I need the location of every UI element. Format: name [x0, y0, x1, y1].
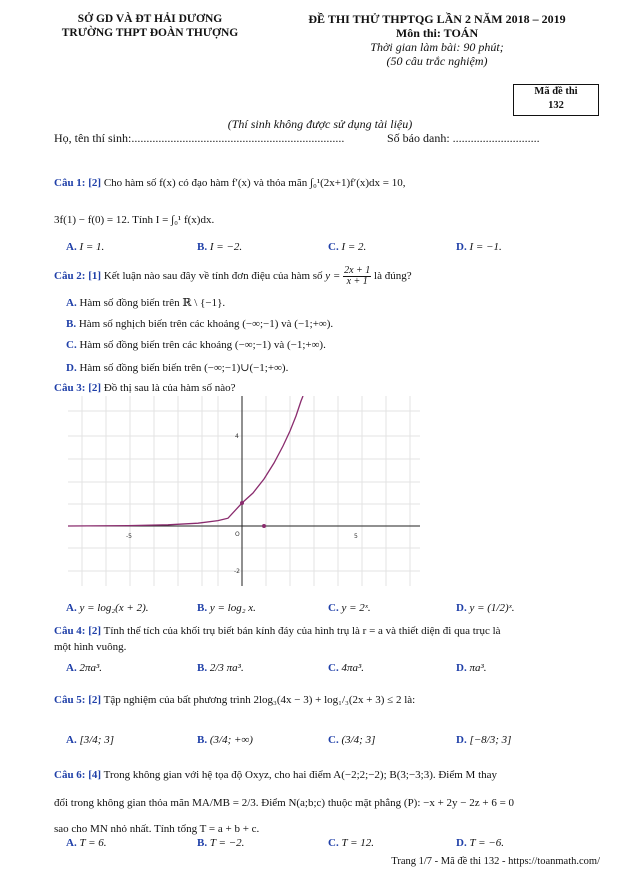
q1-text-line2: 3f(1) − f(0) = 12. Tính I = ∫₀¹ f(x)dx.	[54, 214, 215, 226]
q3-option-d: D. y = (1/2)ˣ.	[456, 602, 515, 614]
q6-option-b: B. T = −2.	[197, 837, 245, 849]
question-6: Câu 6: [4] Trong không gian với hệ tọa độ Oxyz, cho hai điểm A(−2;2;−2); B(3;−3;3). Điểm M thay	[54, 769, 498, 781]
q4-option-a: A. 2πa³.	[66, 662, 103, 674]
q6-option-a: A. T = 6.	[66, 837, 107, 849]
q3-option-a: A. y = log₂(x + 2).	[66, 602, 149, 614]
q1-option-c: C. I = 2.	[328, 241, 367, 253]
candidate-id-field: Số báo danh: .............................	[387, 131, 540, 145]
origin-label: O	[235, 531, 240, 538]
question-count: (50 câu trắc nghiệm)	[386, 54, 488, 68]
q4-level: [2]	[88, 625, 102, 637]
graph-grid	[68, 396, 420, 586]
q3-option-c: C. y = 2ˣ.	[328, 602, 371, 614]
school-name: TRƯỜNG THPT ĐOÀN THƯỢNG	[61, 27, 239, 39]
candidate-name-field: Họ, tên thí sinh:.......................................................................	[54, 131, 345, 145]
q5-label: Câu 5:	[54, 694, 86, 706]
question-1	[54, 176, 604, 191]
exam-time: Thời gian làm bài: 90 phút;	[370, 40, 504, 54]
q6-level: [4]	[88, 769, 102, 781]
exam-title: ĐỀ THI THỬ THPTQG LẦN 2 NĂM 2018 – 2019	[308, 12, 566, 26]
q1-option-b: B. I = −2.	[197, 241, 243, 253]
exam-code: 132	[548, 100, 564, 111]
q1-level: [2]	[88, 177, 102, 189]
q4-option-d: D. πa³.	[456, 662, 487, 674]
q2-level: [1]	[88, 270, 102, 283]
q3-level: [2]	[88, 382, 102, 394]
q1-text-line1: Cho hàm số f(x) có đạo hàm f′(x) và thỏa mãn ∫₀¹(2x+1)f′(x)dx = 10,	[103, 177, 406, 189]
intercept-point	[240, 501, 244, 505]
page-footer: Trang 1/7 - Mã đề thi 132 - https://toanmath.com/	[391, 856, 600, 867]
q5-option-c: C. (3/4; 3]	[328, 734, 376, 746]
q1-option-d: D. I = −1.	[456, 241, 502, 253]
q6-option-c: C. T = 12.	[328, 837, 375, 849]
q2-option-d: D. Hàm số đồng biến biến trên (−∞;−1)∪(−1;+∞).	[66, 362, 289, 374]
q4-option-c: C. 4πa³.	[328, 662, 365, 674]
q2-label: Câu 2:	[54, 270, 86, 283]
y-tick-pos: 4	[235, 433, 239, 440]
function-graph	[68, 396, 420, 586]
x-tick-neg: -5	[126, 533, 132, 540]
q6-option-d: D. T = −6.	[456, 837, 504, 849]
subject: Môn thi: TOÁN	[395, 26, 479, 40]
q6-text-line2: đổi trong không gian thỏa mãn MA/MB = 2/3. Điểm N(a;b;c) thuộc mặt phẳng (P): −x + 2y − 2z + 6 = 0	[54, 797, 515, 809]
department: SỞ GD VÀ ĐT HẢI DƯƠNG	[77, 13, 223, 25]
question-2: Câu 2: [1] Kết luận nào sau đây về tính đơn điệu của hàm số y = $\frac{2x + 1}{x + 1}$ là đúng?	[54, 265, 412, 287]
q5-option-b: B. (3/4; +∞)	[197, 734, 253, 746]
exam-code-box	[513, 84, 599, 116]
x-tick-pos: 5	[354, 533, 358, 540]
materials-note: (Thí sinh không được sử dụng tài liệu)	[227, 117, 413, 131]
q6-label: Câu 6:	[54, 769, 86, 781]
q2-option-b: B. Hàm số nghịch biến trên các khoảng (−∞;−1) và (−1;+∞).	[66, 318, 334, 330]
q4-option-b: B. 2/3 πa³.	[197, 662, 244, 674]
q4-label: Câu 4:	[54, 625, 86, 637]
q2-option-a: A. Hàm số đồng biến trên ℝ \ {−1}.	[66, 297, 226, 309]
q1-label: Câu 1:	[54, 177, 86, 189]
q5-level: [2]	[88, 694, 102, 706]
q5-option-d: D. [−8/3; 3]	[456, 734, 512, 746]
q6-text-line3: sao cho MN nhỏ nhất. Tính tổng T = a + b + c.	[54, 823, 260, 835]
exam-code-label: Mã đề thi	[534, 86, 578, 97]
q2-option-c: C. Hàm số đồng biến trên các khoảng (−∞;−1) và (−1;+∞).	[66, 339, 326, 351]
q2-fraction: $\frac{2x + 1}{x + 1}$	[344, 265, 371, 287]
q3-label: Câu 3:	[54, 382, 86, 394]
q1-option-a: A. I = 1.	[66, 241, 105, 253]
y-tick-neg: -2	[234, 568, 240, 575]
question-5: Câu 5: [2] Tập nghiệm của bất phương trình 2log₃(4x − 3) + log₁/₃(2x + 3) ≤ 2 là:	[54, 694, 416, 706]
q3-option-b: B. y = log₂ x.	[197, 602, 256, 614]
curve-line	[68, 396, 303, 526]
q4-text-line2: một hình vuông.	[54, 641, 127, 653]
point-marker	[262, 524, 266, 528]
question-3: Câu 3: [2] Đồ thị sau là của hàm số nào?	[54, 382, 236, 394]
q5-option-a: A. [3/4; 3]	[66, 734, 114, 746]
question-4: Câu 4: [2] Tính thể tích của khối trụ biết bán kính đáy của hình trụ là r = a và thiết diện đi qua trục là	[54, 625, 501, 637]
